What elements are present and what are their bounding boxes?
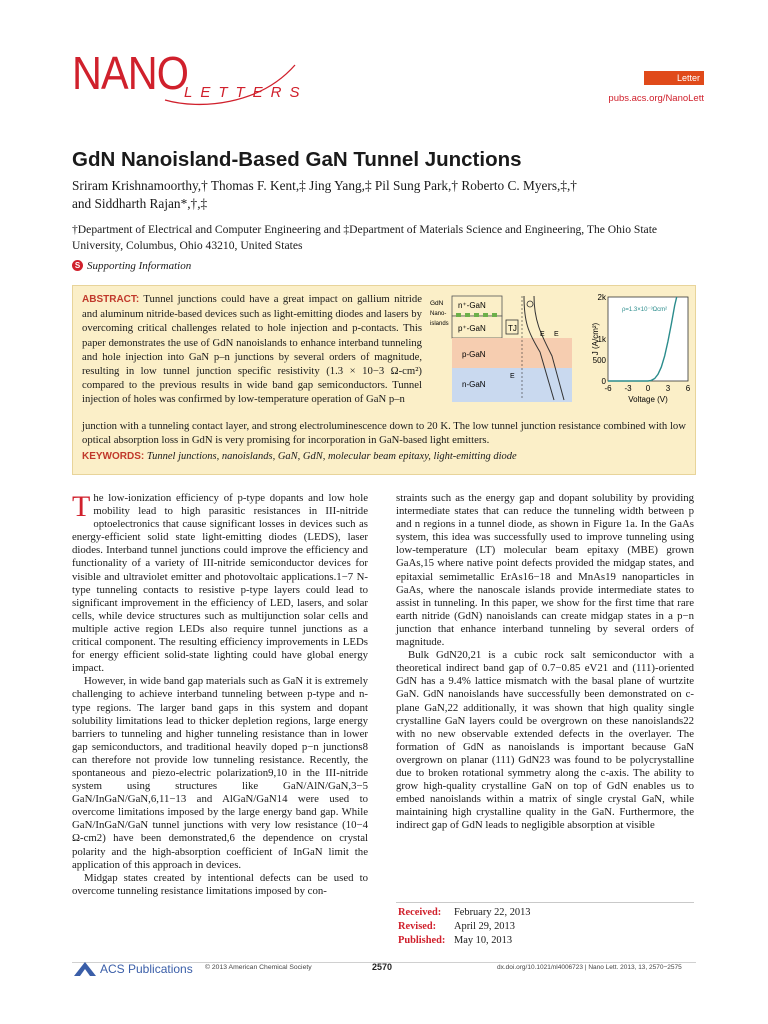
y-tick-label: 2k — [597, 293, 606, 302]
author-line-2: and Siddharth Rajan*,†,‡ — [72, 196, 208, 211]
journal-url[interactable]: pubs.acs.org/NanoLett — [608, 93, 704, 104]
svg-text:GdN: GdN — [430, 300, 444, 307]
abstract-text-part2: junction with a tunneling contact layer, and strong electroluminescence down to 20 K. The low tunnel junction resistance combined with low optical absorption loss in GdN is very promising for incorporation in GaN-based light emitters. — [82, 420, 686, 447]
doi-citation[interactable]: dx.doi.org/10.1021/nl4006723 | Nano Lett. 2013, 13, 2570−2575 — [497, 964, 682, 971]
y-tick-label: 1k — [597, 335, 606, 344]
supporting-info-icon: S — [72, 260, 83, 271]
svg-text:E: E — [554, 331, 559, 338]
x-tick-label: 3 — [665, 384, 671, 393]
journal-logo-subtitle: LETTERS — [184, 84, 308, 101]
published-date: Published: May 10, 2013 — [398, 935, 513, 946]
affiliations: †Department of Electrical and Computer Engineering and ‡Department of Materials Science and Engineering, The Ohio State University, Columbus, Ohio 43210, United States — [72, 223, 658, 252]
y-tick-label: 0 — [601, 377, 606, 386]
article-type-badge: Letter — [644, 71, 704, 85]
author-line-1: Sriram Krishnamoorthy,† Thomas F. Kent,‡ Jing Yang,‡ Pil Sung Park,† Roberto C. Myers,‡,† — [72, 178, 577, 193]
y-tick-label: 500 — [592, 356, 606, 365]
abstract-body-1: Tunnel junctions could have a great impact on gallium nitride and aluminum nitride-based devices such as light-emitting diodes and lasers by overcoming critical challenges related to hole injection and p-contacts. This paper demonstrates the use of GdN nanoislands to enhance interband tunneling and hole injection into GaN p–n junctions by several orders of magnitude, resulting in low tunnel junction specific resistivity (1.3 × 10−3 Ω-cm²) compared to the previous results in wide band gap semiconductors. Tunnel injection of holes was confirmed by low-temperature operation of GaN p–n — [82, 293, 422, 406]
device-band-diagram — [428, 292, 578, 404]
svg-text:TJ: TJ — [508, 324, 517, 333]
x-tick-label: -3 — [624, 384, 632, 393]
body-column-2 — [396, 492, 694, 832]
dates-divider — [396, 902, 694, 903]
paragraph-midgap: Midgap states created by intentional defects can be used to overcome tunneling resistance limitations imposed by con- — [72, 871, 368, 897]
svg-text:n⁺-GaN: n⁺-GaN — [458, 301, 486, 310]
keywords — [82, 450, 686, 464]
svg-text:E: E — [540, 331, 545, 338]
journal-logo: NANO — [72, 47, 189, 99]
publisher-name[interactable]: ACS Publications — [100, 962, 193, 976]
keywords-list: Tunnel junctions, nanoislands, GaN, GdN, molecular beam epitaxy, light-emitting diode — [146, 451, 517, 462]
svg-text:p-GaN: p-GaN — [462, 350, 486, 359]
x-axis-label: Voltage (V) — [628, 395, 668, 404]
body-column-1 — [72, 492, 368, 898]
page-number: 2570 — [372, 962, 393, 972]
x-tick-label: 0 — [645, 384, 651, 393]
copyright: © 2013 American Chemical Society — [205, 964, 312, 971]
supporting-info-label: Supporting Information — [87, 260, 192, 272]
supporting-info-link[interactable] — [72, 260, 191, 272]
paragraph-continued: straints such as the energy gap and dopant solubility by providing intermediate states that can reduce the tunneling width between p and n regions in a tunnel diode, as shown in Figure 1a. In the GaAs system, this idea was successfully used to improve tunneling using low-temperature (LT) molecular beam epitaxy (MBE) grown GaAs,15 where native point defects provided the midgap states, and epitaxial semimetallic ErAs16−18 and MnAs19 nanoparticles in GaAs, where the nanoscale islands provide intermediate states to assist in tunneling. In this paper, we show for the first time that rare earth nitride (GdN) nanoislands can create midgap states in a p−n junction that enhance interband tunneling by several orders of magnitude. — [396, 492, 694, 649]
svg-text:Nano-: Nano- — [430, 311, 447, 317]
svg-text:n-GaN: n-GaN — [462, 380, 486, 389]
x-tick-label: -6 — [604, 384, 612, 393]
author-list — [72, 177, 692, 213]
abstract-text-part1 — [82, 292, 422, 407]
abstract-label: ABSTRACT: — [82, 294, 140, 305]
svg-text:E: E — [510, 373, 515, 380]
jv-curve-chart — [588, 289, 694, 407]
keywords-label: KEYWORDS: — [82, 451, 145, 462]
svg-text:islands: islands — [430, 321, 449, 327]
revised-date: Revised: April 29, 2013 — [398, 921, 515, 932]
paper-title: GdN Nanoisland-Based GaN Tunnel Junctions — [72, 148, 522, 171]
paragraph-bulk-gdn: Bulk GdN20,21 is a cubic rock salt semiconductor with a theoretical indirect band gap of 0.7−0.85 eV21 and (111)-oriented GdN has a 9.4% lattice mismatch with the basal plane of wurtzite GaN. GdN nanoislands have successfully been demonstrated on c-plane GaN,22 additionally, it was shown that high quality single crystalline GaN layers could be overgrown on these nanoislands22 with no new observable extended defects in the overlayer. The formation of GdN as nanoislands is important because GaN overgrown on planar (111) GdN23 was found to be polycrystalline due to broken rotational symmetry along the c-axis. The ability to grow high-quality crystalline GaN on top of GdN enables us to embed nanoislands within a matrix of single crystal GaN, while maintaining high crystalline quality in the GaN. Furthermore, the indirect gap of GdN leads to negligible absorption at visible — [396, 649, 694, 832]
paragraph-intro: The low-ionization efficiency of p-type dopants and low hole mobility lead to high parasitic resistances in III-nitride optoelectronics that cause significant losses in devices such as energy-efficient solid state light-emitting diodes (LEDS), laser diodes. Interband tunnel junctions could improve the efficiency and functionality of a variety of III-nitride semiconductor devices for visible and ultraviolet emitter and photovoltaic applications.1−7 N-type tunneling contacts to resistive p-type layers could lead to significant improvement in the efficiency of LED, lasers, and solar cells, while device structures such as multijunction solar cells and multiple active region LEDs also require tunnel junctions as a critical component. The resulting efficiency improvements in LEDs for energy efficient solid-state lighting could have global energy impact. — [72, 490, 368, 675]
acs-logo-icon — [72, 960, 98, 978]
resistivity-annotation: ρ=1.3×10⁻³Ωcm² — [622, 307, 668, 313]
svg-text:p⁺-GaN: p⁺-GaN — [458, 324, 486, 333]
y-axis-label: J (A/cm²) — [591, 322, 600, 356]
x-tick-label: 6 — [685, 384, 691, 393]
received-date: Received: February 22, 2013 — [398, 907, 531, 918]
paragraph-widegap: However, in wide band gap materials such as GaN it is extremely challenging to achieve interband tunneling between p-type and n-type regions. The larger band gaps in this system and dopant solubility limitations lead to thicker depletion regions, large energy barriers to tunneling and higher tunneling resistance than in lower gap semiconductors, and traditional heavily doped p−n junctions8 can therefore not provide low tunneling resistance. Recently, the spontaneous and piezo-electric polarization9,10 in the III-nitride system using structures like GaN/AlN/GaN,3−5 GaN/InGaN/GaN,6,11−13 and AlGaN/GaN14 were used to overcome limitations imposed by the large energy band gap. While GaN/InGaN/GaN tunnel junctions with very low resistance (10−4 Ω-cm2) have been demonstrated,6 the dependence on crystal polarity and the high-absorption coefficient of InGaN limit the application of this approach in devices. — [72, 675, 368, 871]
drop-cap: T — [72, 490, 91, 523]
